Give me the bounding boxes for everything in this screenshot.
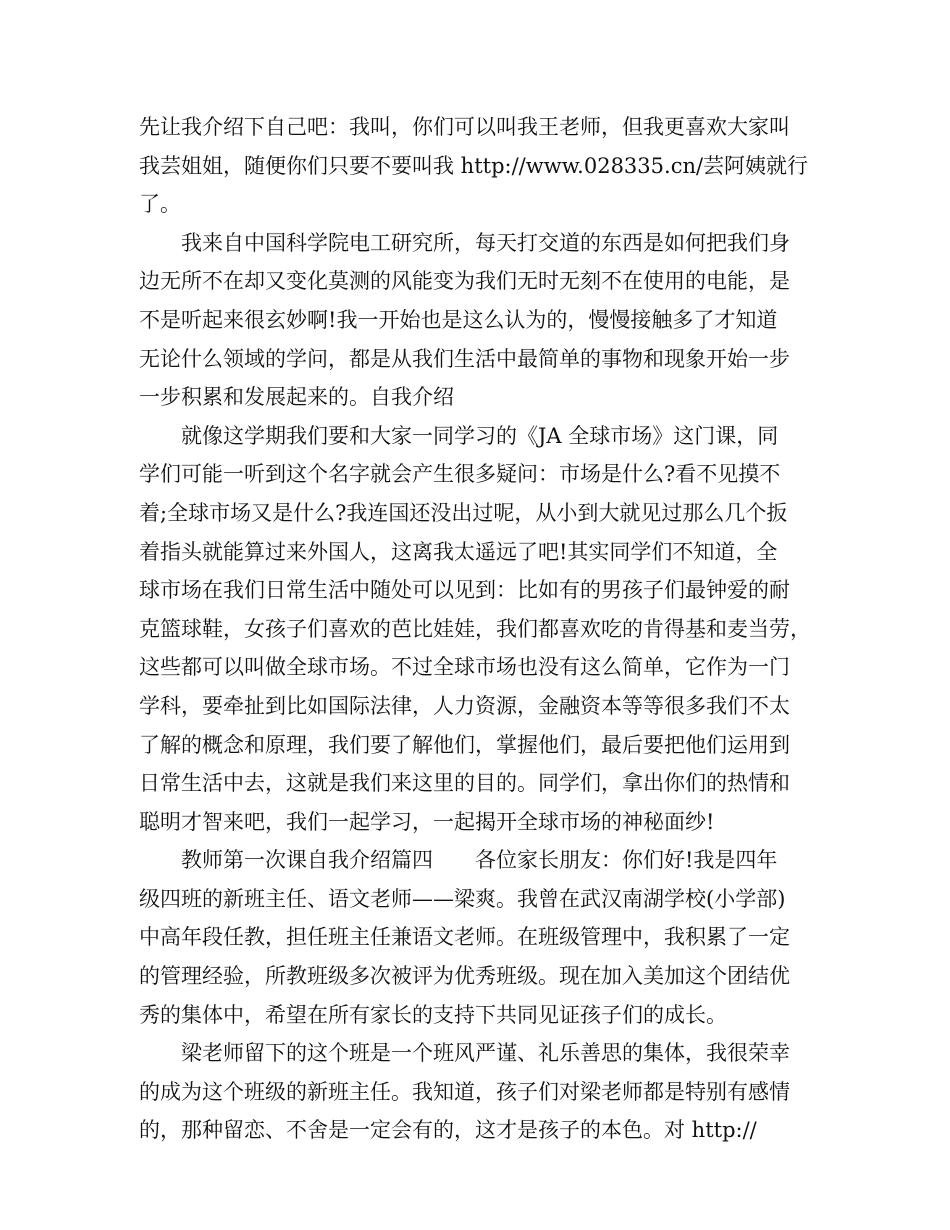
text-line: 着;全球市场又是什么?我连国还没出过呢，从小到大就见过那么几个扳 (139, 500, 788, 525)
text-line: 就像这学期我们要和大家一同学习的《JA 全球市场》这门课，同 (139, 423, 779, 448)
text-line: 球市场在我们日常生活中随处可以见到：比如有的男孩子们最钟爱的耐 (139, 578, 790, 603)
text-line: 聪明才智来吧，我们一起学习，一起揭开全球市场的神秘面纱! (139, 809, 715, 834)
text-line: 无论什么领域的学问，都是从我们生活中最简单的事物和现象开始一步 (139, 346, 790, 371)
text-line: 一步积累和发展起来的。自我介绍 (139, 385, 454, 410)
body-text (139, 108, 829, 1150)
text-line: 着指头就能算过来外国人，这离我太遥远了吧!其实同学们不知道，全 (139, 539, 778, 564)
text-line: 了解的概念和原理，我们要了解他们，掌握他们，最后要把他们运用到 (139, 732, 790, 757)
text-line: 的管理经验，所教班级多次被评为优秀班级。现在加入美加这个团结优 (139, 964, 790, 989)
text-line: 了。 (139, 192, 181, 217)
text-line: 级四班的新班主任、语文老师——梁爽。我曾在武汉南湖学校(小学部) (139, 886, 786, 911)
text-line: 学们可能一听到这个名字就会产生很多疑问：市场是什么?看不见摸不 (139, 462, 781, 487)
text-line: 秀的集体中，希望在所有家长的支持下共同见证孩子们的成长。 (139, 1002, 727, 1027)
text-line: 边无所不在却又变化莫测的风能变为我们无时无刻不在使用的电能，是 (139, 269, 790, 294)
text-line: 不是听起来很玄妙啊!我一开始也是这么认为的，慢慢接触多了才知道 (139, 307, 778, 332)
text-line: 教师第一次课自我介绍篇四 各位家长朋友：你们好!我是四年 (139, 848, 778, 873)
text-line: 先让我介绍下自己吧：我叫，你们可以叫我王老师，但我更喜欢大家叫 (139, 115, 790, 139)
text-line: 克篮球鞋，女孩子们喜欢的芭比娃娃，我们都喜欢吃的肯得基和麦当劳， (139, 616, 811, 641)
text-line: 中高年段任教，担任班主任兼语文老师。在班级管理中，我积累了一定 (139, 925, 790, 950)
text-line: 的，那种留恋、不舍是一定会有的，这才是孩子的本色。对 http:// (139, 1118, 757, 1143)
text-line: 学科，要牵扯到比如国际法律，人力资源，金融资本等等很多我们不太 (139, 693, 790, 718)
text-line: 我来自中国科学院电工研究所，每天打交道的东西是如何把我们身 (139, 230, 790, 255)
text-line: 梁老师留下的这个班是一个班风严谨、礼乐善思的集体，我很荣幸 (139, 1041, 790, 1066)
text-line: 日常生活中去，这就是我们来这里的目的。同学们，拿出你们的热情和 (139, 771, 790, 796)
text-line: 的成为这个班级的新班主任。我知道，孩子们对梁老师都是特别有感情 (139, 1079, 790, 1104)
text-line: 我芸姐姐，随便你们只要不要叫我 http://www.028335.cn/芸阿姨就行 (139, 153, 809, 178)
text-line: 这些都可以叫做全球市场。不过全球市场也没有这么简单，它作为一门 (139, 655, 790, 680)
